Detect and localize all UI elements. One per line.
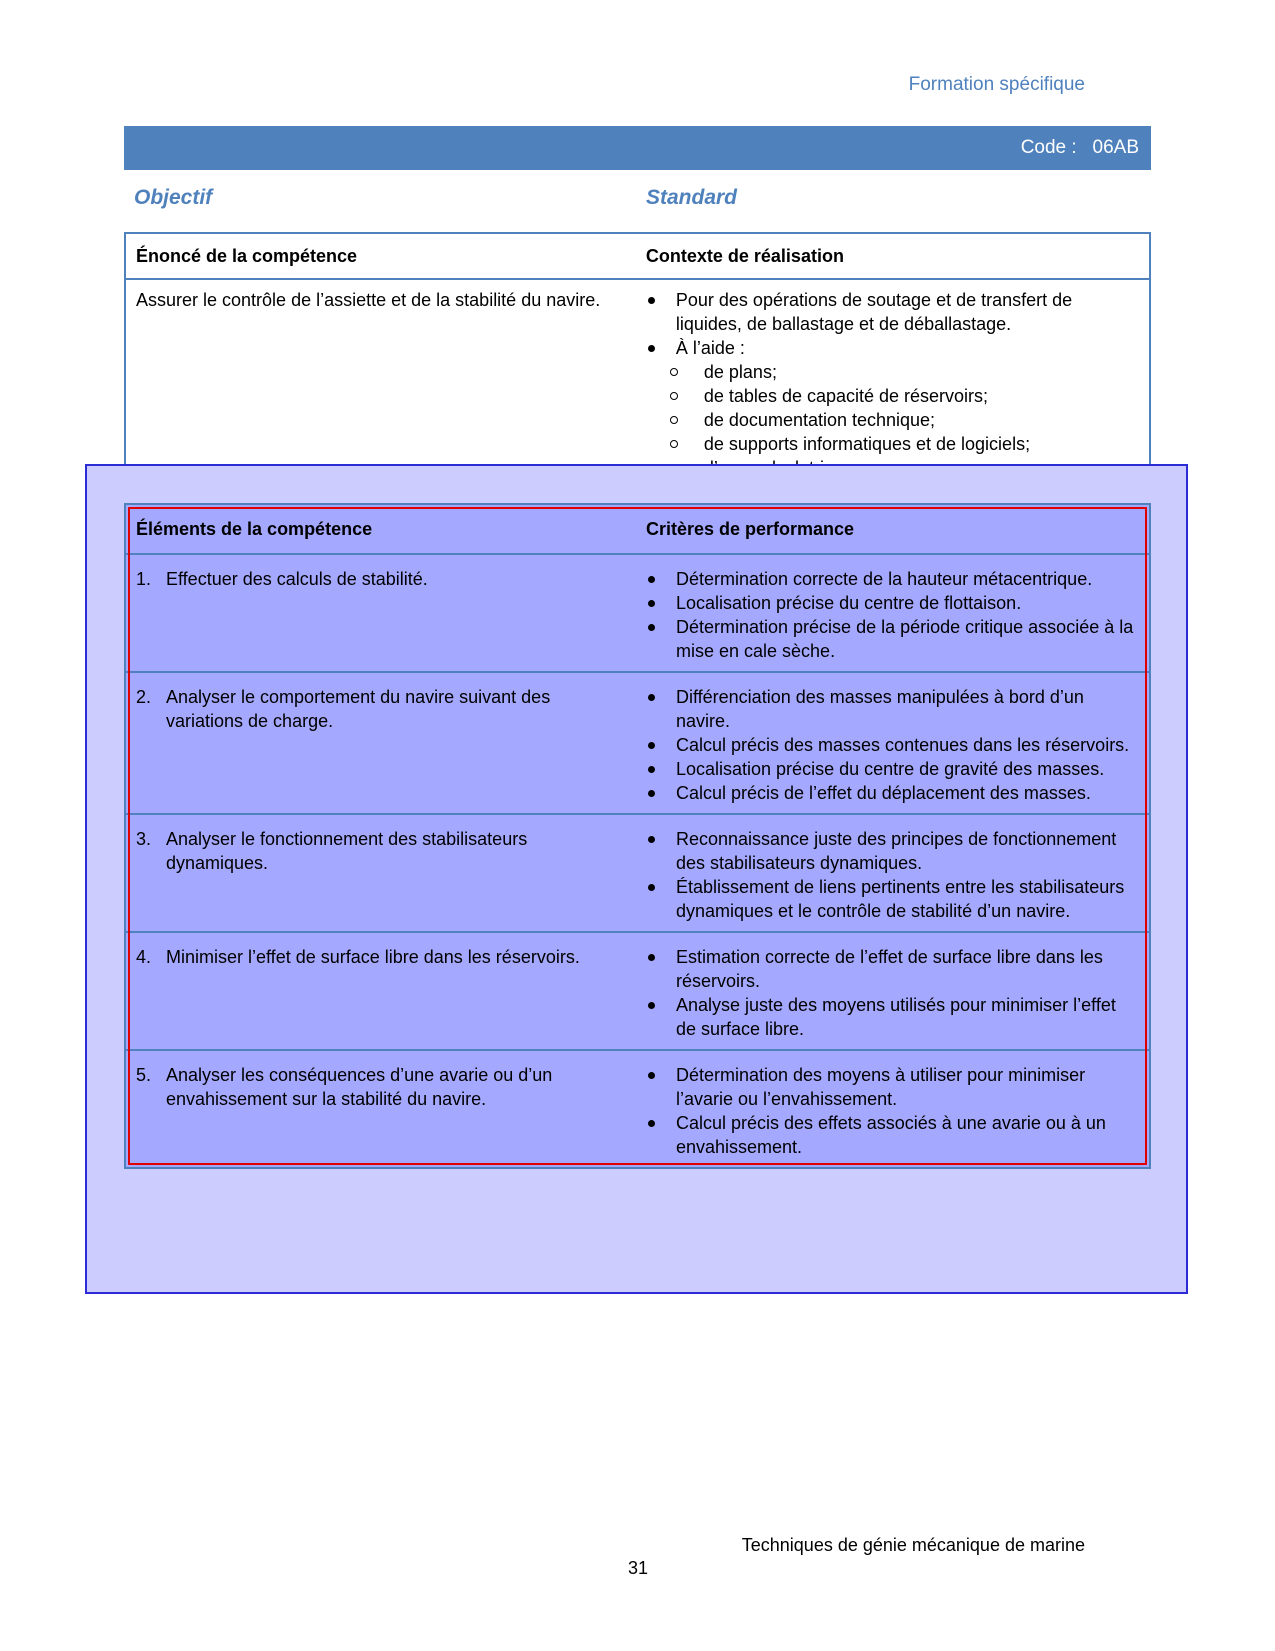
element-number: 2. — [136, 687, 152, 707]
context-cell — [636, 279, 1150, 483]
element-text: Analyser le comportement du navire suivant des variations de charge. — [166, 687, 551, 731]
competence-statement: Assurer le contrôle de l’assiette et de la stabilité du navire. — [136, 290, 601, 310]
context-bullet — [646, 336, 1139, 360]
competence-table — [124, 232, 1151, 484]
table-row — [125, 814, 1150, 932]
formation-header: Formation spécifique — [908, 74, 1085, 95]
contexte-header: Contexte de réalisation — [636, 233, 1150, 279]
element-text: Analyser le fonctionnement des stabilisateurs dynamiques. — [166, 829, 528, 873]
criteres-header: Critères de performance — [636, 504, 1150, 554]
aid-item: de plans; — [646, 360, 1139, 384]
objectif-label: Objectif — [134, 186, 213, 209]
criterion-item: Localisation précise du centre de flottaison. — [646, 591, 1139, 615]
criterion-item: Analyse juste des moyens utilisés pour minimiser l’effet de surface libre. — [646, 993, 1139, 1041]
criterion-item: Détermination précise de la période critique associée à la mise en cale sèche. — [646, 615, 1139, 663]
table-row — [125, 932, 1150, 1050]
aids-list — [646, 360, 1139, 480]
element-number: 5. — [136, 1065, 152, 1085]
criterion-item: Détermination des moyens à utiliser pour minimiser l’avarie ou l’envahissement. — [646, 1063, 1139, 1111]
page-number: 31 — [628, 1558, 649, 1578]
criterion-item: Détermination correcte de la hauteur métacentrique. — [646, 567, 1139, 591]
criterion-item: Calcul précis de l’effet du déplacement des masses. — [646, 781, 1139, 805]
element-number: 3. — [136, 829, 152, 849]
element-text: Minimiser l’effet de surface libre dans les réservoirs. — [166, 947, 580, 967]
section-labels — [134, 186, 1151, 216]
table-row — [125, 672, 1150, 814]
code-label: Code : — [1020, 137, 1077, 158]
element-number: 1. — [136, 569, 152, 589]
criterion-item: Calcul précis des effets associés à une avarie ou à un envahissement. — [646, 1111, 1139, 1159]
standard-label: Standard — [646, 186, 738, 209]
criterion-item: Calcul précis des masses contenues dans les réservoirs. — [646, 733, 1139, 757]
table-row — [125, 554, 1150, 672]
criterion-item: Localisation précise du centre de gravité des masses. — [646, 757, 1139, 781]
aid-item: de documentation technique; — [646, 408, 1139, 432]
aid-item: de tables de capacité de réservoirs; — [646, 384, 1139, 408]
aids-intro: À l’aide : — [675, 338, 745, 358]
program-footer: Techniques de génie mécanique de marine — [741, 1535, 1085, 1555]
criterion-item: Différenciation des masses manipulées à bord d’un navire. — [646, 685, 1139, 733]
elements-table — [124, 503, 1151, 1169]
aid-item: de supports informatiques et de logiciels; — [646, 432, 1139, 456]
context-bullet: Pour des opérations de soutage et de transfert de liquides, de ballastage et de déballastage. — [646, 288, 1139, 336]
criterion-item: Établissement de liens pertinents entre les stabilisateurs dynamiques et le contrôle de stabilité d’un navire. — [646, 875, 1139, 923]
criterion-item: Estimation correcte de l’effet de surface libre dans les réservoirs. — [646, 945, 1139, 993]
elements-header: Éléments de la compétence — [125, 504, 636, 554]
element-number: 4. — [136, 947, 152, 967]
table-row — [125, 1050, 1150, 1168]
element-text: Analyser les conséquences d’une avarie ou d’un envahissement sur la stabilité du navire. — [166, 1065, 553, 1109]
enonce-header: Énoncé de la compétence — [125, 233, 636, 279]
element-text: Effectuer des calculs de stabilité. — [166, 569, 428, 589]
code-value: 06AB — [1092, 137, 1139, 158]
criterion-item: Reconnaissance juste des principes de fonctionnement des stabilisateurs dynamiques. — [646, 827, 1139, 875]
code-bar — [124, 126, 1151, 170]
